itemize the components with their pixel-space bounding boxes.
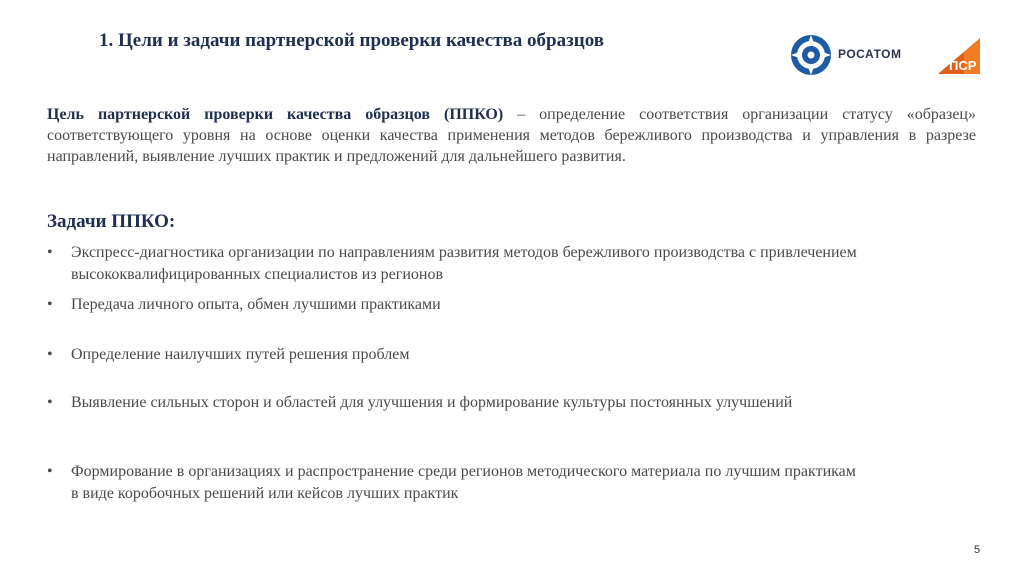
task-text: Выявление сильных сторон и областей для улучшения и формирование культуры постоянных улучшений bbox=[71, 394, 793, 411]
page-number: 5 bbox=[974, 544, 981, 556]
logos bbox=[790, 34, 990, 80]
task-text: Экспресс-диагностика организации по направлениям развития методов бережливого производства с привлечением высококвалифицированных специалистов из регионов bbox=[71, 244, 857, 283]
bullet-icon: • bbox=[47, 463, 53, 480]
task-text: Формирование в организациях и распространение среди регионов методического материала по лучшим практикам в виде коробочных решений или кейсов лучших практик bbox=[71, 463, 856, 502]
task-item bbox=[47, 344, 907, 366]
tasks-heading: Задачи ППКО: bbox=[47, 211, 176, 232]
task-item bbox=[47, 294, 907, 316]
goal-definition: – определение соответствия организации статусу «образец» соответствующего уровня на основе оценки качества применения методов бережливого производства и управления в разрезе направлений, выявление лучших практик и предложений для дальнейшего развития. bbox=[47, 106, 976, 165]
rosatom-wordmark: РОСАТОМ bbox=[838, 47, 902, 61]
rosatom-atom-icon bbox=[790, 34, 832, 76]
bullet-icon: • bbox=[47, 394, 53, 411]
task-text: Передача личного опыта, обмен лучшими практиками bbox=[71, 296, 441, 313]
task-text: Определение наилучших путей решения проблем bbox=[71, 346, 410, 363]
pss-logo-icon bbox=[934, 36, 984, 76]
pss-wordmark: ПСР bbox=[949, 58, 977, 73]
task-item bbox=[47, 461, 867, 505]
slide-title: 1. Цели и задачи партнерской проверки качества образцов bbox=[99, 30, 604, 51]
task-item bbox=[47, 242, 907, 286]
bullet-icon: • bbox=[47, 244, 53, 261]
goal-term: Цель партнерской проверки качества образцов (ППКО) bbox=[47, 106, 504, 123]
bullet-icon: • bbox=[47, 346, 53, 363]
bullet-icon: • bbox=[47, 296, 53, 313]
task-item bbox=[47, 392, 867, 414]
goal-paragraph bbox=[47, 104, 976, 167]
